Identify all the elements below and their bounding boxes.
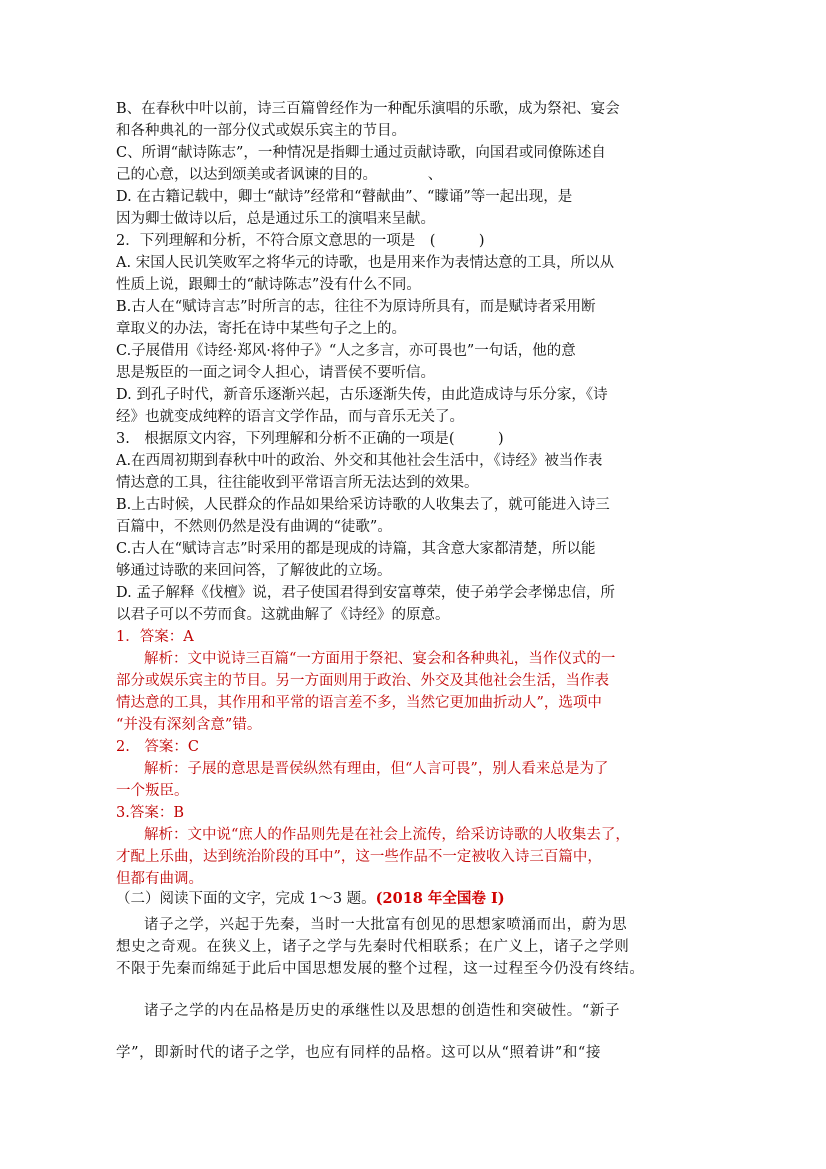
text-line: A. 宋国人民讥笑败军之将华元的诗歌，也是用来作为表情达意的工具，所以从 <box>116 255 615 271</box>
text-line: 以君子可以不劳而食。这就曲解了《诗经》的原意。 <box>116 607 450 623</box>
text-line: D. 在古籍记载中，卿士“献诗”经常和“瞽献曲”、“矇诵”等一起出现，是 <box>116 189 573 205</box>
paragraph-line: 诸子之学的内在品格是历史的承继性以及思想的创造性和突破性。“新子 <box>144 1003 621 1019</box>
text-line: 经》也就变成纯粹的语言文学作品，而与音乐无关了。 <box>116 409 464 425</box>
answer-1-line: “并没有深刻含意”错。 <box>116 717 262 733</box>
text-line: 因为卿士做诗以后，总是通过乐工的演唱来呈献。 <box>116 211 435 227</box>
answer-3-line: 才配上乐曲，达到统治阶段的耳中”，这一些作品不一定被收入诗三百篇中， <box>116 849 602 865</box>
paragraph-line: 诸子之学，兴起于先秦，当时一大批富有创见的思想家喷涌而出，蔚为思 <box>144 917 628 933</box>
answer-3: 3.答案：B <box>116 805 184 821</box>
answer-1-line: 情达意的工具，其作用和平常的语言差不多，当然它更加曲折动人”，选项中 <box>116 695 602 711</box>
text-line: D. 到孔子时代，新音乐逐渐兴起，古乐逐渐失传，由此造成诗与乐分家，《诗 <box>116 387 608 403</box>
question-2: 2．下列理解和分析，不符合原文意思的一项是 ( ) <box>116 233 485 249</box>
text-line: 情达意的工具，往往能收到平常语言所无法达到的效果。 <box>116 475 479 491</box>
text-line: C.子展借用《诗经·郑风·将仲子》“人之多言，亦可畏也”一句话，他的意 <box>116 343 576 359</box>
text-line: C.古人在“赋诗言志”时采用的都是现成的诗篇，其含意大家都清楚，所以能 <box>116 541 596 557</box>
text-line: B.古人在“赋诗言志”时所言的志，往往不为原诗所具有，而是赋诗者采用断 <box>116 299 596 315</box>
paragraph-line: 想史之奇观。在狭义上，诸子之学与先秦时代相联系；在广义上，诸子之学则 <box>116 939 630 955</box>
text-line: 思是叛臣的一面之词令人担心，请晋侯不要听信。 <box>116 365 435 381</box>
text-line: 己的心意，以达到颂美或者讽谏的目的。 、 <box>116 167 443 183</box>
text-line: 章取义的办法，寄托在诗中某些句子之上的。 <box>116 321 406 337</box>
section-heading-text: （二）阅读下面的文字，完成 1～3 题。 <box>116 891 376 907</box>
answer-1-line: 解析：文中说诗三百篇“一方面用于祭祀、宴会和各种典礼，当作仪式的一 <box>144 651 616 667</box>
reading-section <box>116 888 694 1064</box>
answer-2-line: 解析：子展的意思是晋侯纵然有理由，但“人言可畏”，别人看来总是为了 <box>144 761 609 777</box>
text-line: B.上古时候，人民群众的作品如果给采访诗歌的人收集去了，就可能进入诗三 <box>116 497 610 513</box>
text-line: D. 孟子解释《伐檀》说，君子使国君得到安富尊荣，使子弟学会孝悌忠信，所 <box>116 585 615 601</box>
section-heading <box>116 888 694 910</box>
answer-1-line: 部分或娱乐宾主的节目。另一方面则用于政治、外交及其他社会生活，当作表 <box>116 673 609 689</box>
text-line: 够通过诗歌的来回问答，了解彼此的立场。 <box>116 563 392 579</box>
answer-3-line: 但都有曲调。 <box>116 871 203 887</box>
text-line: C、所谓“献诗陈志”，一种情况是指卿士通过贡献诗歌，向国君或同僚陈述自 <box>116 145 606 161</box>
question-3: 3. 根据原文内容，下列理解和分析不正确的一项是( ) <box>116 431 504 447</box>
exam-source: (2018 年全国卷 I) <box>375 890 505 907</box>
answer-1: 1．答案：A <box>116 629 194 645</box>
question-block <box>116 98 694 890</box>
answer-2-line: 一个叛臣。 <box>116 783 189 799</box>
text-line: 百篇中，不然则仍然是没有曲调的“徒歌”。 <box>116 519 392 535</box>
paragraph-line: 学”，即新时代的诸子之学，也应有同样的品格。这可以从“照着讲”和“接 <box>116 1045 602 1061</box>
paragraph-line: 不限于先秦而绵延于此后中国思想发展的整个过程，这一过程至今仍没有终结。 <box>116 961 645 977</box>
text-line: A.在西周初期到春秋中叶的政治、外交和其他社会生活中，《诗经》被当作表 <box>116 453 603 469</box>
answer-2: 2. 答案：C <box>116 739 199 755</box>
text-line: 性质上说，跟卿士的“献诗陈志”没有什么不同。 <box>116 277 421 293</box>
text-line: B、在春秋中叶以前，诗三百篇曾经作为一种配乐演唱的乐歌，成为祭祀、宴会 <box>116 101 620 117</box>
answer-3-line: 解析：文中说“庶人的作品则先是在社会上流传，给采访诗歌的人收集去了， <box>144 827 630 843</box>
text-line: 和各种典礼的一部分仪式或娱乐宾主的节目。 <box>116 123 406 139</box>
